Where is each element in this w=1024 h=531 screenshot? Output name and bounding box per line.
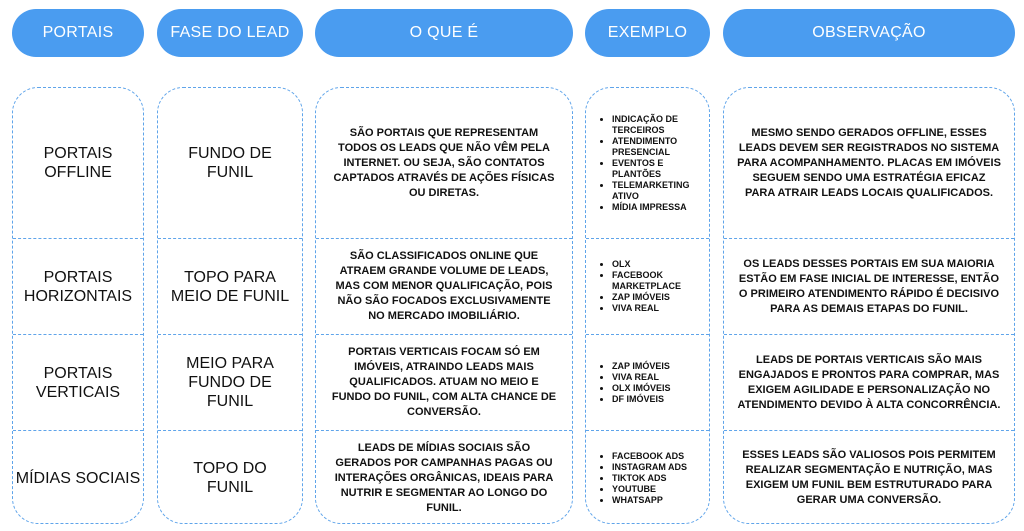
- exemplo-list: [586, 114, 709, 213]
- cell-exemplo-midias-sociais: [586, 430, 709, 524]
- exemplo-item: • YOUTUBE: [612, 484, 687, 495]
- exemplo-item: • ATENDIMENTO PRESENCIAL: [612, 136, 709, 158]
- column-observacao: [723, 87, 1015, 524]
- cell-observacao-verticais: LEADS DE PORTAIS VERTICAIS SÃO MAIS ENGAJADOS E PRONTOS PARA COMPRAR, MAS EXIGEM AGILIDADE E PERSONALIZAÇÃO NO ATENDIMENTO DEVIDO À ALTA CONCORRÊNCIA.: [724, 334, 1014, 430]
- exemplo-item: • VIVA REAL: [612, 372, 671, 383]
- cell-portal-verticais: PORTAIS VERTICAIS: [13, 334, 143, 430]
- exemplo-item: • FACEBOOK MARKETPLACE: [612, 270, 709, 292]
- exemplo-item: • MÍDIA IMPRESSA: [612, 202, 709, 213]
- cell-fase-midias-sociais: TOPO DO FUNIL: [158, 430, 302, 524]
- exemplo-item: • FACEBOOK ADS: [612, 451, 687, 462]
- header-observacao: OBSERVAÇÃO: [723, 9, 1015, 57]
- cell-oque-verticais: PORTAIS VERTICAIS FOCAM SÓ EM IMÓVEIS, ATRAINDO LEADS MAIS QUALIFICADOS. ATUAM NO MEIO E FUNDO DO FUNIL, COM ALTA CHANCE DE CONVERSÃO.: [316, 334, 572, 430]
- cell-oque-horizontais: SÃO CLASSIFICADOS ONLINE QUE ATRAEM GRANDE VOLUME DE LEADS, MAS COM MENOR QUALIFICAÇÃO, POIS NÃO SÃO FOCADOS EXCLUSIVAMENTE NO MERCADO IMOBILIÁRIO.: [316, 238, 572, 334]
- exemplo-item: • TIKTOK ADS: [612, 473, 687, 484]
- header-exemplo: EXEMPLO: [585, 9, 710, 57]
- cell-fase-offline: FUNDO DE FUNIL: [188, 145, 272, 181]
- cell-portal-offline: PORTAIS OFFLINE: [43, 145, 113, 181]
- exemplo-item: • INSTAGRAM ADS: [612, 462, 687, 473]
- exemplo-item: • EVENTOS E PLANTÕES: [612, 158, 709, 180]
- cell-observacao-midias-sociais: ESSES LEADS SÃO VALIOSOS POIS PERMITEM REALIZAR SEGMENTAÇÃO E NUTRIÇÃO, MAS EXIGEM UM FUNIL BEM ESTRUTURADO PARA GERAR UMA CONVERSÃO.: [724, 430, 1014, 524]
- cell-portal-horizontais: PORTAIS HORIZONTAIS: [13, 238, 143, 334]
- exemplo-item: • WHATSAPP: [612, 495, 687, 506]
- cell-exemplo-verticais: [586, 334, 709, 430]
- cell-observacao-offline: MESMO SENDO GERADOS OFFLINE, ESSES LEADS DEVEM SER REGISTRADOS NO SISTEMA PARA ACOMPANHAMENTO. PLACAS EM IMÓVEIS SEGUEM SENDO UMA ESTRATÉGIA EFICAZ PARA ATRAIR LEADS LOCAIS QUALIFICADOS.: [737, 126, 1001, 199]
- cell-exemplo-offline: [586, 88, 709, 238]
- header-fase-do-lead: FASE DO LEAD: [157, 9, 303, 57]
- cell-observacao-horizontais: OS LEADS DESSES PORTAIS EM SUA MAIORIA ESTÃO EM FASE INICIAL DE INTERESSE, ENTÃO O PRIMEIRO ATENDIMENTO RÁPIDO É DECISIVO PARA AS DEMAIS ETAPAS DO FUNIL.: [724, 238, 1014, 334]
- cell-oque-midias-sociais: LEADS DE MÍDIAS SOCIAIS SÃO GERADOS POR CAMPANHAS PAGAS OU INTERAÇÕES ORGÂNICAS, IDEAIS PARA NUTRIR E SEGMENTAR AO LONGO DO FUNIL.: [316, 430, 572, 524]
- exemplo-list: [586, 259, 709, 314]
- exemplo-list: [586, 361, 671, 405]
- exemplo-list: [586, 451, 687, 506]
- column-portais: [12, 87, 144, 524]
- exemplo-item: • VIVA REAL: [612, 303, 709, 314]
- exemplo-item: • ZAP IMÓVEIS: [612, 292, 709, 303]
- exemplo-item: • TELEMARKETING ATIVO: [612, 180, 709, 202]
- cell-oque-offline: SÃO PORTAIS QUE REPRESENTAM TODOS OS LEADS QUE NÃO VÊM PELA INTERNET. OU SEJA, SÃO CONTATOS CAPTADOS ATRAVÉS DE AÇÕES FÍSICAS OU DIRETAS.: [333, 126, 555, 199]
- exemplo-item: • OLX IMÓVEIS: [612, 383, 671, 394]
- exemplo-item: • DF IMÓVEIS: [612, 394, 671, 405]
- column-fase-do-lead: [157, 87, 303, 524]
- cell-fase-horizontais: TOPO PARA MEIO DE FUNIL: [158, 238, 302, 334]
- header-portais: PORTAIS: [12, 9, 144, 57]
- exemplo-item: • ZAP IMÓVEIS: [612, 361, 671, 372]
- exemplo-item: • OLX: [612, 259, 709, 270]
- header-o-que-e: O QUE É: [315, 9, 573, 57]
- column-o-que-e: [315, 87, 573, 524]
- cell-portal-midias-sociais: MÍDIAS SOCIAIS: [13, 430, 143, 524]
- cell-fase-verticais: MEIO PARA FUNDO DE FUNIL: [158, 334, 302, 430]
- exemplo-item: • INDICAÇÃO DE TERCEIROS: [612, 114, 709, 136]
- cell-exemplo-horizontais: [586, 238, 709, 334]
- column-exemplo: [585, 87, 710, 524]
